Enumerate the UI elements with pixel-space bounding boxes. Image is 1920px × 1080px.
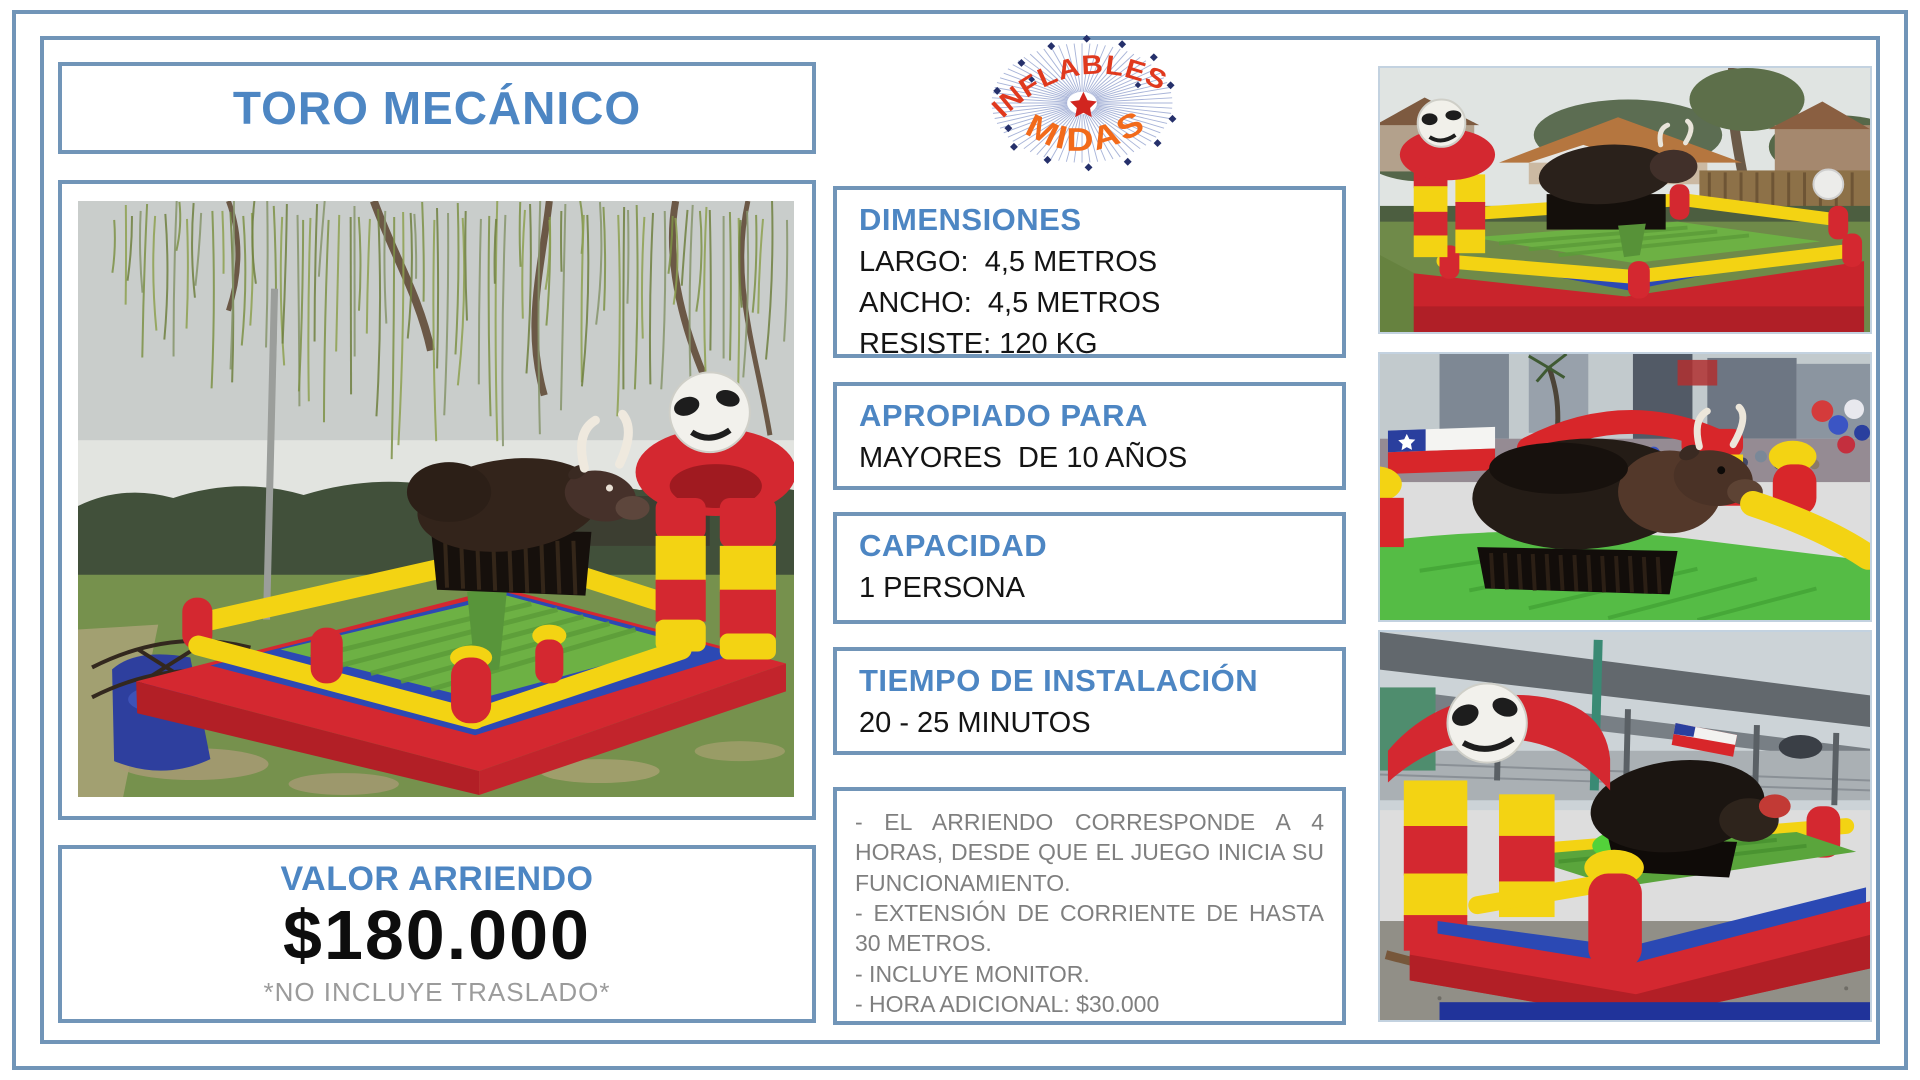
spec-line: LARGO: 4,5 METROS bbox=[859, 246, 1158, 278]
page-title: TORO MECÁNICO bbox=[232, 82, 642, 134]
spec-box-tiempo-instalacion bbox=[833, 647, 1346, 755]
term-item: - INCLUYE MONITOR. bbox=[855, 960, 1090, 987]
spec-line: RESISTE: 120 KG bbox=[859, 328, 1098, 361]
spec-box-apropiado bbox=[833, 382, 1346, 490]
photo-middle-right bbox=[1378, 352, 1872, 622]
price-box bbox=[58, 845, 816, 1023]
spec-title: TIEMPO DE INSTALACIÓN bbox=[859, 663, 1259, 698]
photo-bottom-right bbox=[1378, 630, 1872, 1022]
spec-title: DIMENSIONES bbox=[859, 202, 1082, 237]
price-amount: $180.000 bbox=[283, 896, 591, 975]
spec-box-capacidad bbox=[833, 512, 1346, 624]
term-item: - HORA ADICIONAL: $30.000 bbox=[855, 991, 1160, 1018]
chile-flag bbox=[1388, 427, 1495, 474]
spec-line: 20 - 25 MINUTOS bbox=[859, 707, 1091, 739]
main-photo-box bbox=[58, 180, 816, 820]
term-item: - EL ARRIENDO CORRESPONDE A 4 HORAS, DESDE QUE EL JUEGO INICIA SU FUNCIONAMIENTO. bbox=[855, 809, 1324, 896]
logo-text-line1: INFLABLES bbox=[986, 49, 1171, 124]
logo-text-line2: MIDAS bbox=[1020, 104, 1149, 158]
spec-line: 1 PERSONA bbox=[859, 572, 1025, 604]
spec-title: CAPACIDAD bbox=[859, 528, 1048, 563]
spec-box-dimensiones bbox=[833, 186, 1346, 361]
logo-starburst-icon bbox=[980, 34, 1185, 172]
title-box bbox=[58, 62, 816, 154]
tower-left bbox=[1388, 683, 1610, 950]
terms-box bbox=[833, 787, 1346, 1025]
photo-top-right bbox=[1378, 66, 1872, 334]
company-logo bbox=[980, 34, 1185, 172]
spec-line: ANCHO: 4,5 METROS bbox=[859, 287, 1161, 320]
main-photo bbox=[78, 201, 794, 797]
price-note: *NO INCLUYE TRASLADO* bbox=[263, 976, 611, 1007]
spec-title: APROPIADO PARA bbox=[859, 398, 1148, 433]
price-label: VALOR ARRIENDO bbox=[280, 860, 594, 899]
term-item: - EXTENSIÓN DE CORRIENTE DE HASTA 30 METROS. bbox=[855, 900, 1324, 957]
spec-line: MAYORES DE 10 AÑOS bbox=[859, 442, 1188, 474]
